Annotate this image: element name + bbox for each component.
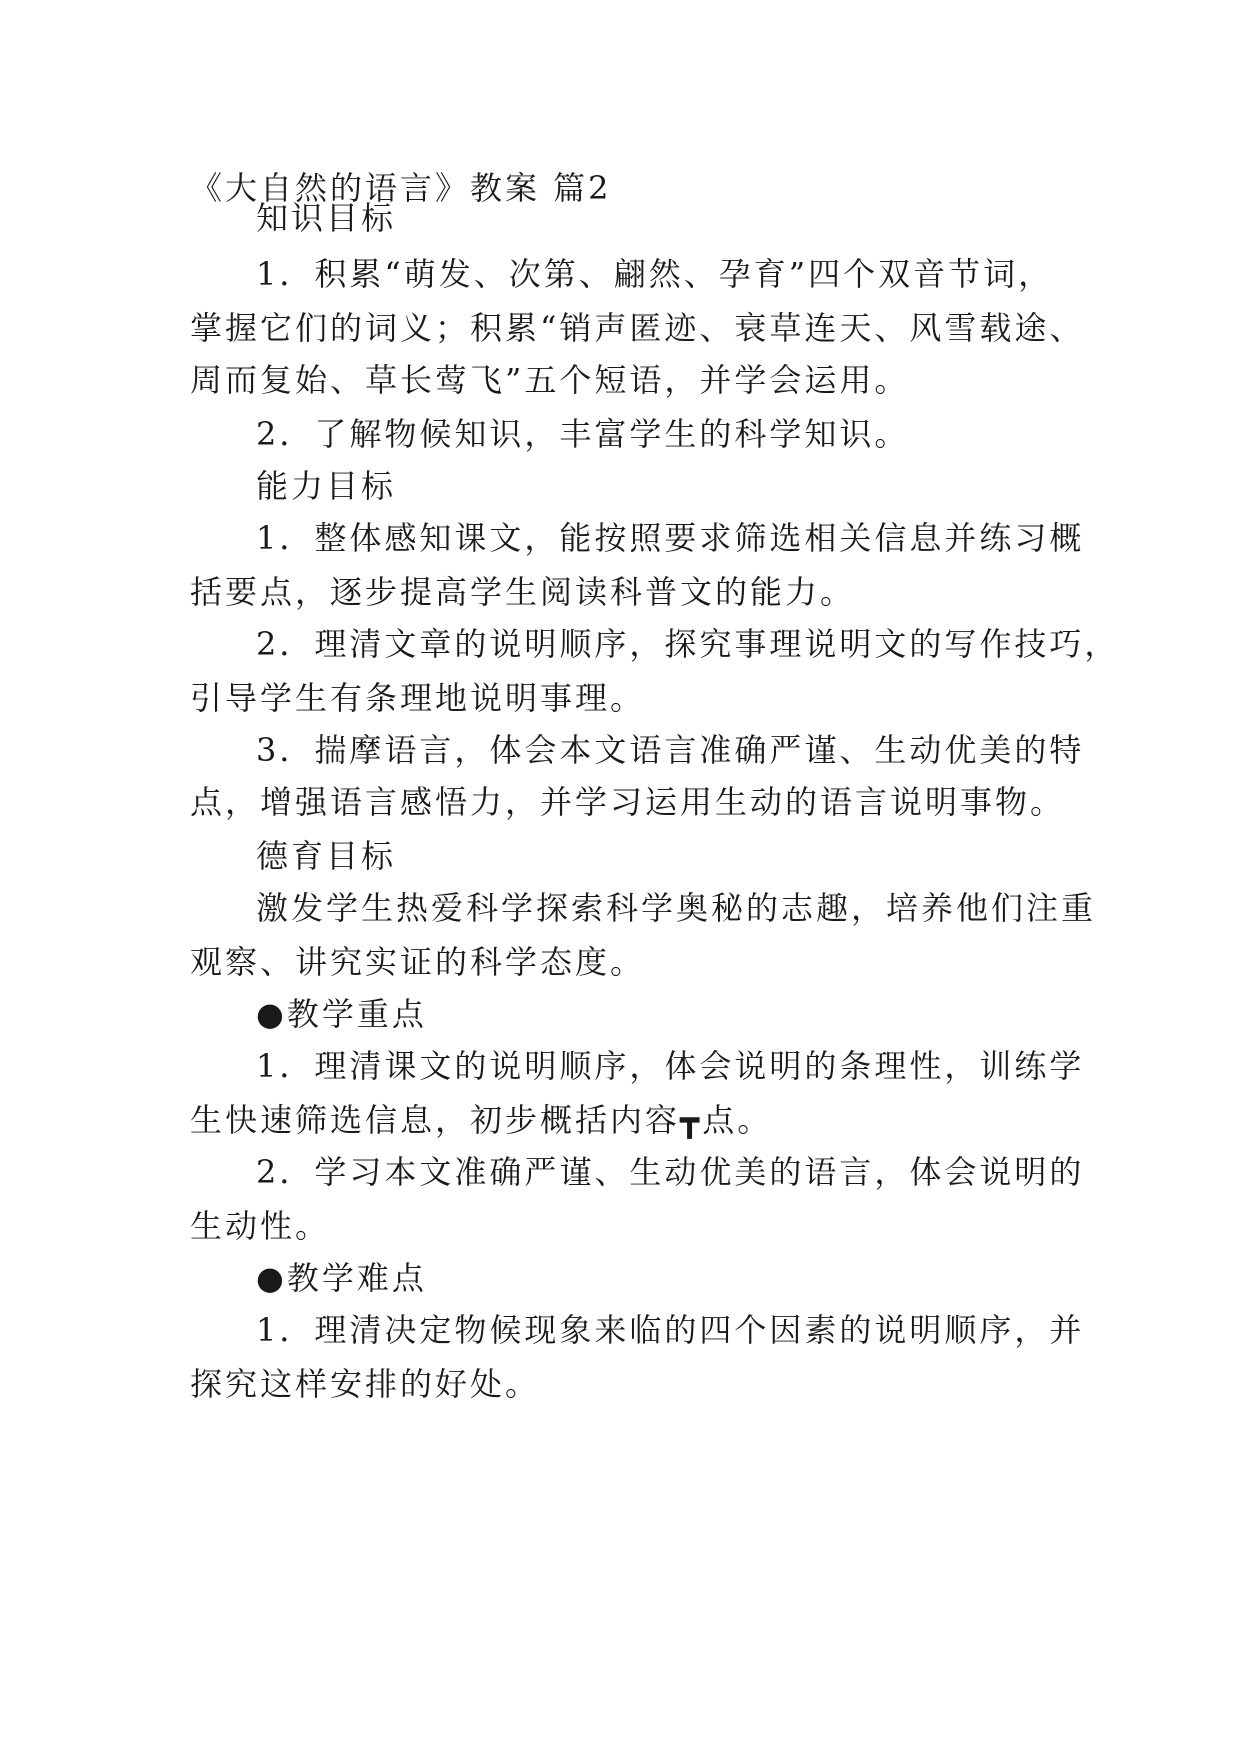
paragraph-line: 1．积累“萌发、次第、翩然、孕育”四个双音节词， xyxy=(256,255,1054,293)
paragraph-line: 生动性。 xyxy=(190,1207,331,1245)
paragraph-line: 点，增强语言感悟力，并学习运用生动的语言说明事物。 xyxy=(190,783,1066,821)
paragraph-line: 生快速筛选信息，初步概括内容┳点。 xyxy=(190,1101,773,1139)
paragraph-line: 1．整体感知课文，能按照要求筛选相关信息并练习概 xyxy=(256,519,1085,557)
paragraph-line: 2．学习本文准确严谨、生动优美的语言，体会说明的 xyxy=(256,1153,1085,1191)
paragraph-line: 1．理清课文的说明顺序，体会说明的条理性，训练学 xyxy=(256,1047,1085,1085)
paragraph-line: 2．了解物候知识，丰富学生的科学知识。 xyxy=(256,415,910,453)
section-heading-key-points: ●教学重点 xyxy=(256,995,427,1033)
section-heading-moral: 德育目标 xyxy=(256,837,397,875)
section-heading-difficulties: ●教学难点 xyxy=(256,1259,427,1297)
paragraph-line: 1．理清决定物候现象来临的四个因素的说明顺序，并 xyxy=(256,1311,1085,1349)
paragraph-line: 3．揣摩语言，体会本文语言准确严谨、生动优美的特 xyxy=(256,731,1085,769)
paragraph-line: 探究这样安排的好处。 xyxy=(190,1365,541,1403)
section-heading-ability: 能力目标 xyxy=(256,467,397,505)
paragraph-line: 激发学生热爱科学探索科学奥秘的志趣，培养他们注重 xyxy=(256,889,1097,927)
paragraph-line: 括要点，逐步提高学生阅读科普文的能力。 xyxy=(190,573,856,611)
paragraph-line: 引导学生有条理地说明事理。 xyxy=(190,679,646,717)
paragraph-line: 观察、讲究实证的科学态度。 xyxy=(190,943,646,981)
paragraph-line: 周而复始、草长莺飞”五个短语，并学会运用。 xyxy=(190,361,910,399)
section-heading-knowledge: 知识目标 xyxy=(256,199,397,237)
document-title: 《大自然的语言》教案 篇2 xyxy=(190,169,612,207)
paragraph-line: 2．理清文章的说明顺序，探究事理说明文的写作技巧， xyxy=(256,625,1120,663)
paragraph-line: 掌握它们的词义；积累“销声匿迹、衰草连天、风雪载途、 xyxy=(190,309,1085,347)
